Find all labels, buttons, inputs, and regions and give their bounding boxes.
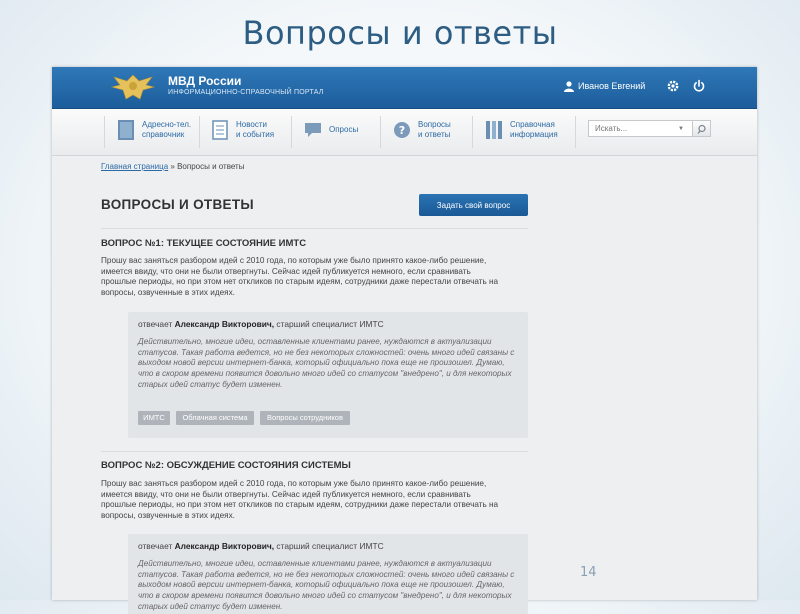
nav-item-phonebook[interactable] bbox=[104, 116, 200, 148]
nav-label-line1: Справочная bbox=[510, 120, 555, 129]
nav-item-polls[interactable] bbox=[292, 116, 381, 148]
answer-box bbox=[128, 312, 528, 438]
nav-label-line1: Адресно-тел. bbox=[142, 120, 192, 129]
svg-text:?: ? bbox=[398, 124, 406, 137]
question-body: Прошу вас заняться разбором идей с 2010 года, по которым уже было принято какое-либо решение, имеется ввиду, что они не были отвергнуты. Сейчас идей публикуется немного, если сравнивать прошлые периоды, но при этом нет откликов по старым идеям, сотрудники даже перестали отвечать на вопросы, озвученные в этих идеях. bbox=[101, 256, 499, 297]
tag-cloud-system[interactable]: Облачная система bbox=[176, 411, 254, 425]
answer-header bbox=[138, 319, 384, 329]
answer-role: старший специалист ИМТС bbox=[276, 319, 384, 329]
breadcrumb-separator: » bbox=[170, 162, 175, 171]
nav-item-qa[interactable] bbox=[381, 116, 473, 148]
divider bbox=[101, 228, 528, 229]
divider bbox=[101, 451, 528, 452]
portal-header bbox=[52, 67, 757, 109]
user-icon bbox=[564, 81, 574, 92]
answer-prefix: отвечает bbox=[138, 319, 173, 329]
brand-subtitle: ИНФОРМАЦИОННО-СПРАВОЧНЫЙ ПОРТАЛ bbox=[168, 89, 324, 96]
nav-label-line2: справочник bbox=[142, 130, 185, 139]
search-button[interactable] bbox=[692, 120, 711, 137]
phonebook-icon bbox=[117, 119, 135, 141]
nav-label-line1: Вопросы bbox=[418, 120, 451, 129]
nav-label-line1: Опросы bbox=[329, 125, 359, 134]
breadcrumb bbox=[101, 162, 244, 171]
main-nav bbox=[52, 109, 757, 156]
nav-label-line1: Новости bbox=[236, 120, 267, 129]
reference-icon bbox=[485, 119, 503, 141]
ask-question-button[interactable]: Задать свой вопрос bbox=[419, 194, 528, 216]
nav-item-news[interactable] bbox=[199, 116, 292, 148]
user-name[interactable]: Иванов Евгений bbox=[578, 81, 646, 91]
emblem-icon bbox=[110, 71, 156, 105]
tag-imts[interactable]: ИМТС bbox=[138, 411, 170, 425]
question-icon bbox=[393, 119, 411, 141]
answer-author[interactable]: Александр Викторович, bbox=[174, 319, 275, 329]
poll-icon bbox=[304, 119, 322, 141]
answer-author[interactable]: Александр Викторович, bbox=[174, 541, 275, 551]
search-input[interactable] bbox=[588, 120, 707, 137]
power-icon[interactable] bbox=[692, 79, 706, 93]
slide-title: Вопросы и ответы bbox=[242, 14, 558, 52]
answer-header bbox=[138, 541, 384, 551]
nav-label-line2: и ответы bbox=[418, 130, 451, 139]
search-icon bbox=[693, 121, 712, 138]
nav-label-line2: и события bbox=[236, 130, 275, 139]
brand-name: МВД России bbox=[168, 74, 242, 88]
news-icon bbox=[211, 119, 229, 141]
breadcrumb-current: Вопросы и ответы bbox=[177, 162, 245, 171]
chevron-down-icon[interactable]: ▼ bbox=[678, 126, 684, 132]
nav-item-reference[interactable] bbox=[473, 116, 576, 148]
nav-label-line2: информация bbox=[510, 130, 558, 139]
answer-box bbox=[128, 534, 528, 614]
breadcrumb-home-link[interactable]: Главная страница bbox=[101, 162, 169, 171]
gear-icon[interactable] bbox=[666, 79, 680, 93]
portal-screenshot bbox=[52, 67, 757, 611]
answer-text: Действительно, многие идеи, оставленные клиентами ранее, нуждаются в актуализации статусов. Такая работа ведется, но не без некоторых сложностей: очень много идей связаны с выходом новой версии интернет-банка, который официально пока еще не произошел. Думаю, что в скором времени появится довольно много идей со статусом "внедрено", и для некоторых старых идей статус будет изменен. bbox=[138, 337, 515, 389]
tag-employee-questions[interactable]: Вопросы сотрудников bbox=[260, 411, 350, 425]
question-title: ВОПРОС №2: ОБСУЖДЕНИЕ СОСТОЯНИЯ СИСТЕМЫ bbox=[101, 460, 351, 471]
question-body: Прошу вас заняться разбором идей с 2010 года, по которым уже было принято какое-либо решение, имеется ввиду, что они не были отвергнуты. Сейчас идей публикуется немного, если сравнивать прошлые периоды, но при этом нет откликов по старым идеям, сотрудники даже перестали отвечать на вопросы, озвученные в этих идеях. bbox=[101, 479, 499, 520]
page-title: ВОПРОСЫ И ОТВЕТЫ bbox=[101, 197, 254, 212]
slide-number: 14 bbox=[580, 565, 597, 580]
question-title: ВОПРОС №1: ТЕКУЩЕЕ СОСТОЯНИЕ ИМТС bbox=[101, 238, 307, 249]
answer-role: старший специалист ИМТС bbox=[276, 541, 384, 551]
answer-text: Действительно, многие идеи, оставленные клиентами ранее, нуждаются в актуализации статусов. Такая работа ведется, но не без некоторых сложностей: очень много идей связаны с выходом новой версии интернет-банка, который официально пока еще не произошел. Думаю, что в скором времени появится довольно много идей со статусом "внедрено", и для некоторых старых идей статус будет изменен. bbox=[138, 559, 515, 611]
answer-prefix: отвечает bbox=[138, 541, 173, 551]
